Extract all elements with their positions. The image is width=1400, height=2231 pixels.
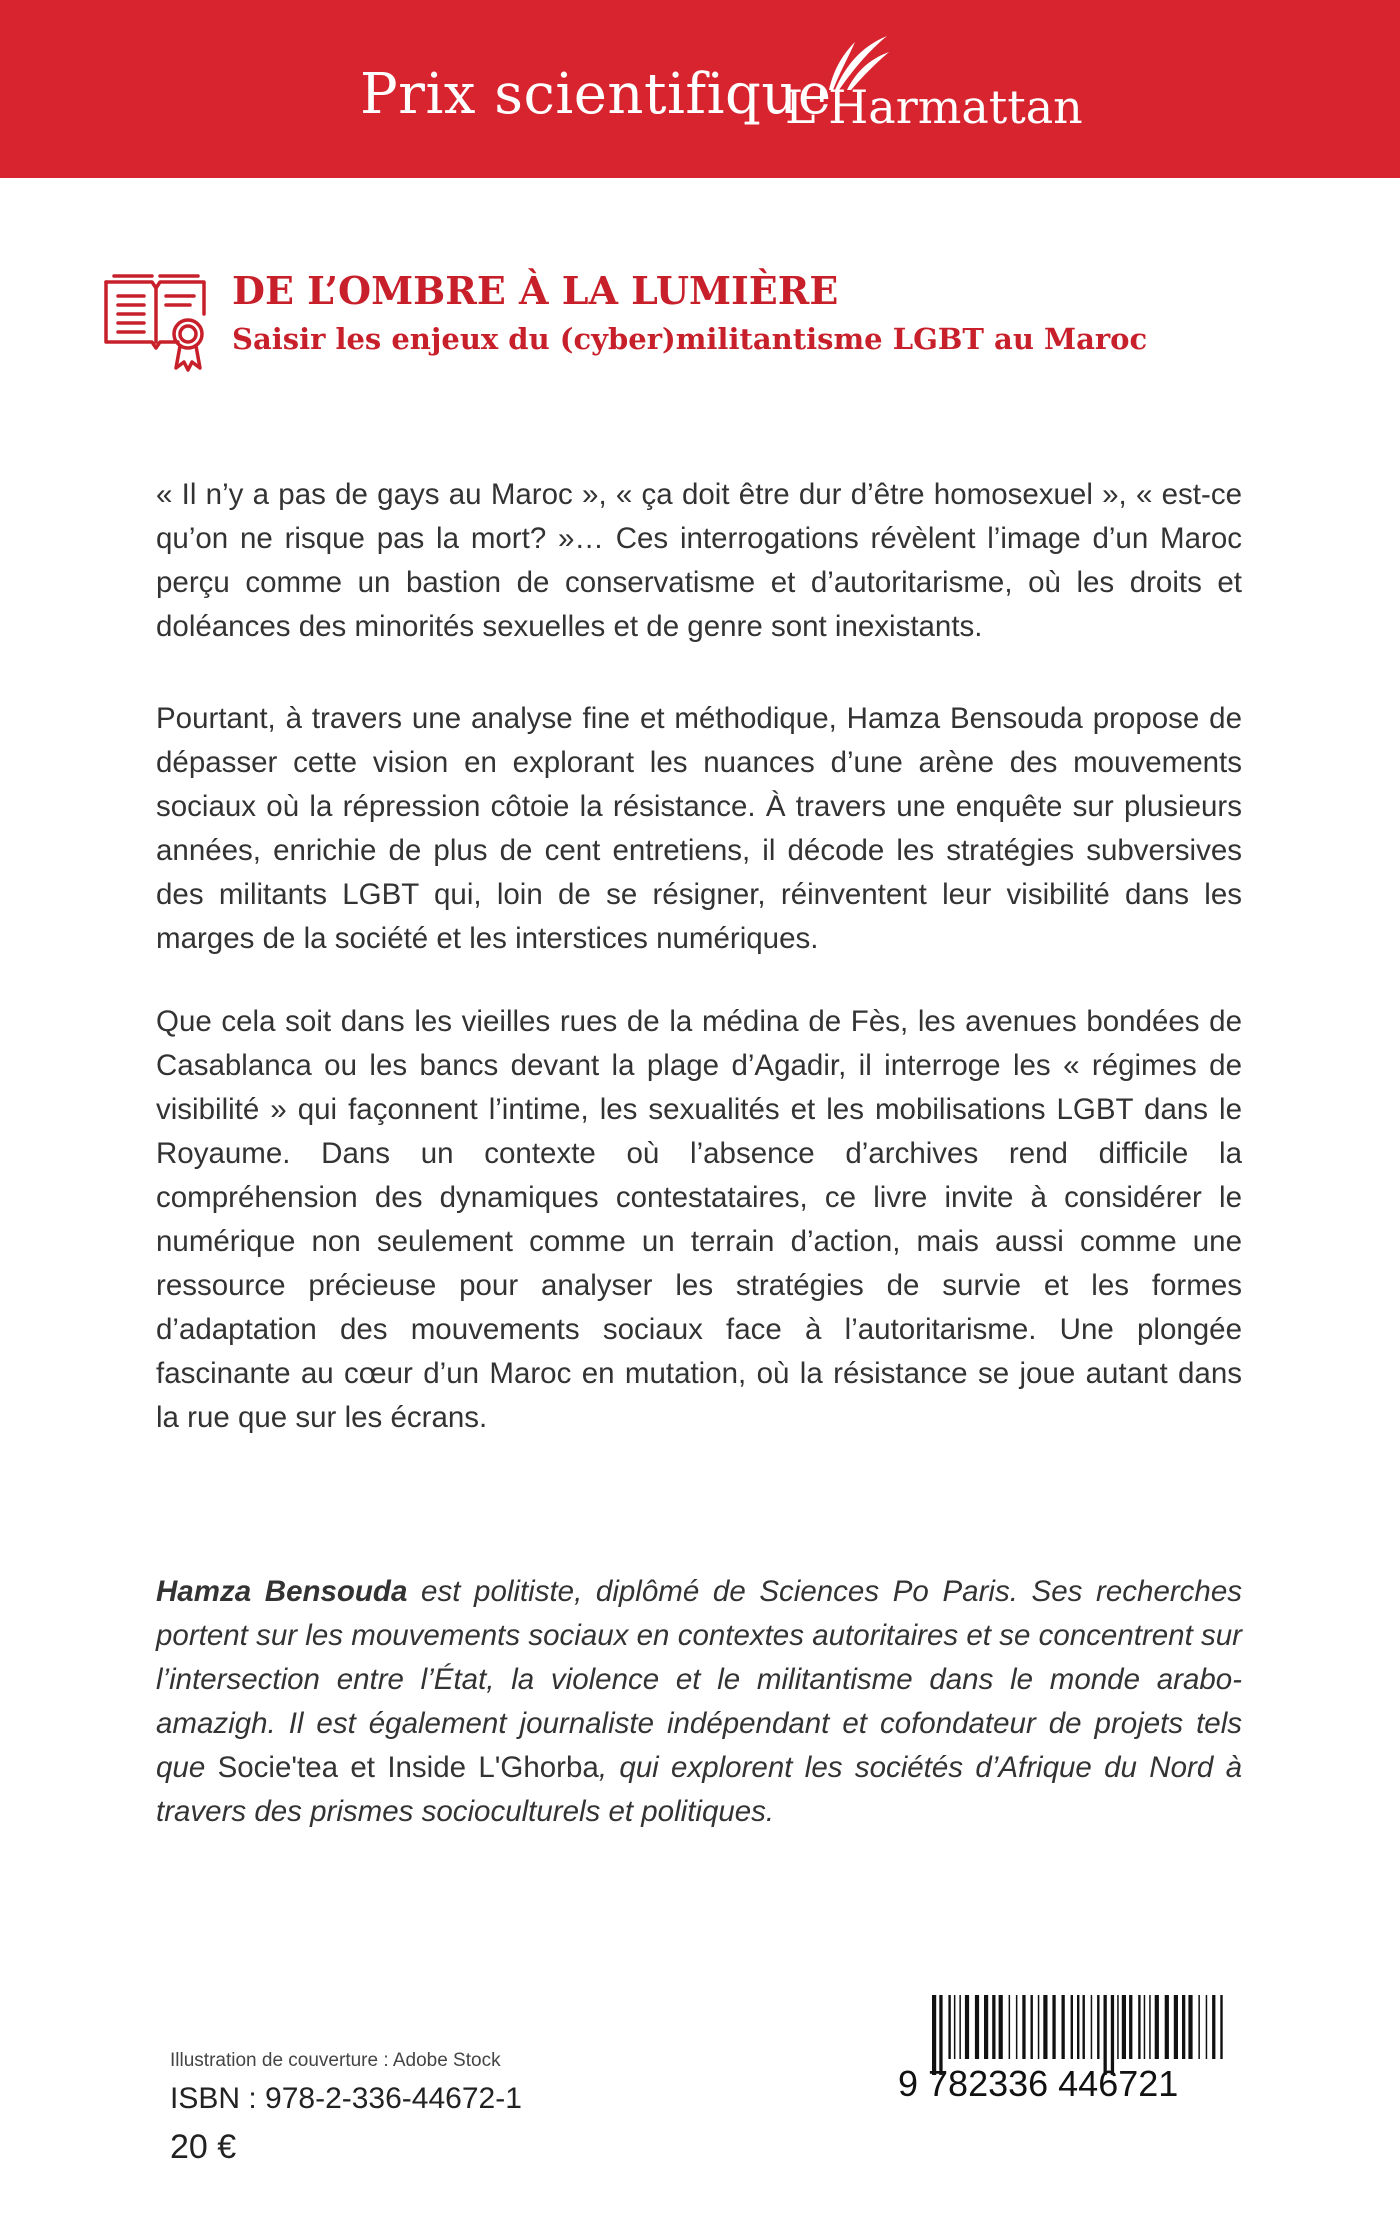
barcode-bar xyxy=(992,1995,995,2059)
barcode-bar xyxy=(1091,1995,1093,2059)
barcode-bar xyxy=(1077,1995,1079,2059)
blurb-paragraph-2: Pourtant, à travers une analyse fine et méthodique, Hamza Bensouda propose de dépasser cette vision en explorant les nuances d’une arène des mouvements sociaux où la répression côtoie la résistance. À travers une enquête sur plusieurs années, enrichie de plus de cent entretiens, il décode les stratégies subversives des militants LGBT qui, loin de se résigner, réinventent leur visibilité dans les marges de la société et les interstices numériques. xyxy=(156,702,1242,955)
barcode-bar xyxy=(1155,1995,1159,2059)
book-award-icon xyxy=(100,270,212,380)
barcode-bar xyxy=(1043,1995,1047,2059)
barcode-bar xyxy=(1022,1995,1025,2059)
blurb-paragraph-1: « Il n’y a pas de gays au Maroc », « ça doit être dur d’être homosexuel », « est-ce qu’on ne risque pas la mort? »… Ces interrogations révèlent l’image d’un Maroc perçu comme un bastion de conservatisme et d’autoritarisme, où les droits et doléances des minorités sexuelles et de genre sont inexistants. xyxy=(156,478,1242,643)
project-societea: Socie'tea xyxy=(217,1751,339,1784)
barcode-bar xyxy=(1052,1995,1055,2059)
barcode-bar xyxy=(1031,1995,1033,2059)
blurb-paragraph-3: Que cela soit dans les vieilles rues de la médina de Fès, les avenues bondées de Casablanca ou les bancs devant la plage d’Agadir, il interroge les « régimes de visibilité » qui façonnent l’intime, les sexualités et les mobilisations LGBT dans le Royaume. Dans un contexte où l’absence d’archives rend difficile la compréhension des dynamiques contestataires, ce livre invite à considérer le numérique non seulement comme un terrain d’action, mais aussi comme une ressource précieuse pour analyser les stratégies de survie et les formes d’adaptation des mouvements sociaux face à l’autoritarisme. Une plongée fascinante au cœur d’un Maroc en mutation, où la résistance se joue autant dans la rue que sur les écrans. xyxy=(156,1005,1242,1434)
barcode-bar xyxy=(965,1995,969,2059)
barcode-bar xyxy=(984,1995,988,2059)
barcode-bar xyxy=(1206,1995,1208,2059)
barcode-bar xyxy=(1071,1995,1073,2059)
project-inside-lghorba: Inside L'Ghorba xyxy=(387,1751,599,1784)
price: 20 € xyxy=(170,2128,237,2166)
author-bio-text-1: est politiste, diplômé de Sciences Po Paris. Ses recherches portent sur les mouvements sociaux en contextes autoritaires et se concentrent sur l’intersection entre l’État, la violence et le militantisme dans le monde arabo-amazigh. Il est également journaliste indépendant et cofondateur de projets tels que xyxy=(156,1575,1242,1784)
barcode-bar xyxy=(1062,1995,1065,2059)
barcode-bar xyxy=(1174,1995,1178,2059)
author-bio xyxy=(156,1570,1242,1834)
barcode-bar xyxy=(954,1995,956,2059)
book-title: DE L’OMBRE À LA LUMIÈRE xyxy=(232,268,839,313)
barcode-bar xyxy=(1198,1995,1200,2059)
publisher-logo-text: L'Harmattan xyxy=(785,80,1083,134)
barcode-bar xyxy=(1165,1995,1169,2059)
publisher-banner xyxy=(0,0,1400,178)
author-name: Hamza Bensouda xyxy=(156,1575,408,1608)
barcode-bar xyxy=(1083,1995,1085,2059)
barcode-digits: 9 782336 446721 xyxy=(898,2063,1179,2104)
barcode-bar xyxy=(1182,1995,1185,2059)
barcode-bar xyxy=(948,1995,950,2059)
barcode-bar xyxy=(1117,1995,1119,2059)
barcode-bar xyxy=(1149,1995,1151,2059)
book-subtitle: Saisir les enjeux du (cyber)militantisme LGBT au Maroc xyxy=(232,322,1148,356)
cover-credit: Illustration de couverture : Adobe Stock xyxy=(170,2050,501,2071)
barcode-bar xyxy=(1038,1995,1040,2059)
author-bio-text-2: , qui explorent les sociétés d’Afrique du Nord à travers des prismes socioculturels et politiques. xyxy=(156,1751,1242,1828)
barcode-bar xyxy=(1188,1995,1192,2059)
author-bio-conjunction: et xyxy=(338,1751,388,1784)
publisher-logo xyxy=(785,32,1083,142)
barcode-bar xyxy=(959,1995,961,2059)
barcode-bar xyxy=(1122,1995,1126,2059)
barcode-bar xyxy=(1138,1995,1140,2059)
barcode-bar xyxy=(1129,1995,1132,2059)
barcode-bar xyxy=(1009,1995,1011,2059)
barcode-bar xyxy=(1144,1995,1146,2059)
banner-prefix: Prix scientifique xyxy=(360,62,832,127)
barcode-bar xyxy=(1097,1995,1099,2059)
barcode-bar xyxy=(1220,1995,1222,2059)
barcode-bar xyxy=(1016,1995,1018,2059)
barcode-bar xyxy=(975,1995,979,2059)
barcode-bar xyxy=(1212,1995,1215,2059)
isbn: ISBN : 978-2-336-44672-1 xyxy=(170,2082,522,2115)
barcode-bar xyxy=(999,1995,1003,2059)
